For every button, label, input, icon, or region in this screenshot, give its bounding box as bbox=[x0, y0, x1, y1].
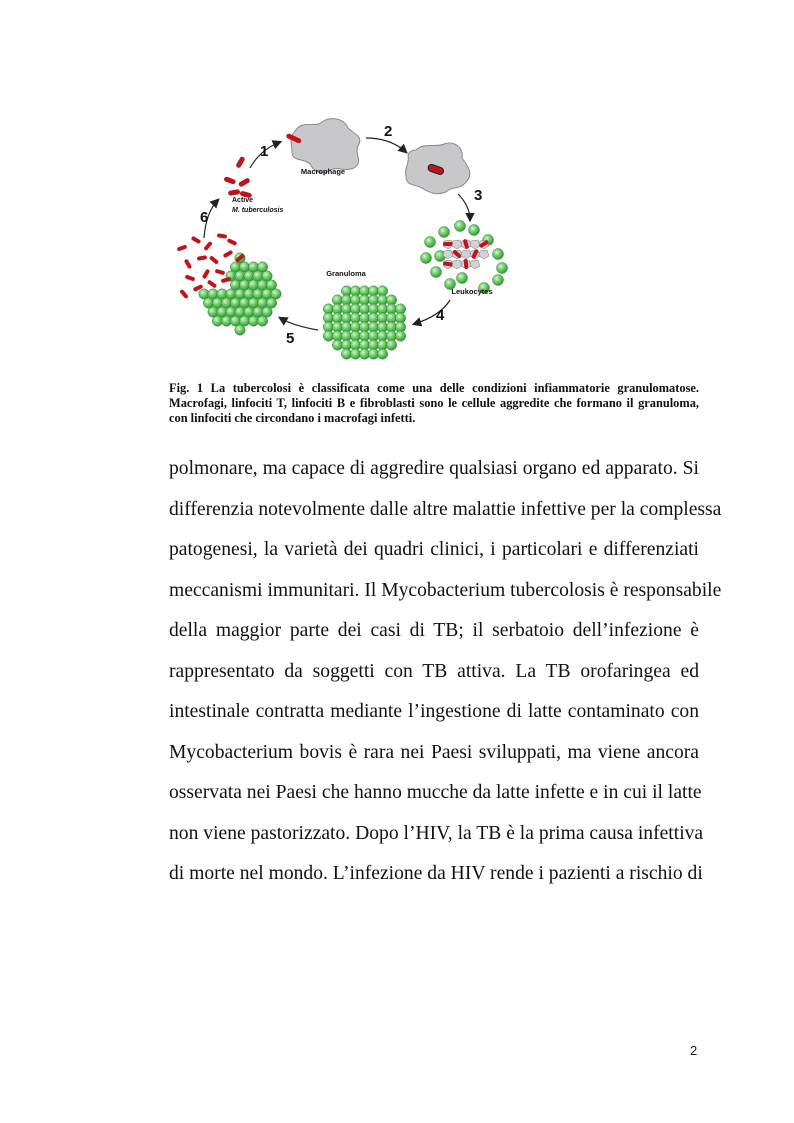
granuloma-label: Granuloma bbox=[326, 269, 366, 278]
green-cell bbox=[386, 340, 396, 350]
active-label: Active bbox=[232, 197, 254, 204]
bacterium bbox=[197, 255, 208, 261]
active-bacteria-cluster bbox=[223, 156, 252, 199]
green-cell bbox=[421, 253, 432, 264]
body-line: intestinale contratta mediante l’ingestione di latte contaminato con bbox=[169, 701, 699, 722]
infected-cell bbox=[479, 250, 489, 259]
green-cell bbox=[425, 237, 436, 248]
figure-caption: Fig. 1 La tubercolosi è classificata come una delle condizioni infiammatorie granulomatose. Macrofagi, linfociti T, linfociti B e fibroblasti sono le cellule aggredite che formano il granuloma, con linfociti che circondano i macrofagi infetti. bbox=[169, 381, 699, 425]
bacterium bbox=[207, 279, 217, 288]
bacterium bbox=[191, 236, 202, 244]
step-number-5: 5 bbox=[286, 330, 295, 347]
bacterium bbox=[203, 241, 212, 251]
macrophage-label: Macrophage bbox=[300, 167, 346, 176]
bacterium bbox=[227, 238, 238, 246]
step-number-6: 6 bbox=[200, 209, 209, 226]
arrow-step5 bbox=[280, 318, 318, 330]
green-cell bbox=[469, 225, 480, 236]
body-line: della maggior parte dei casi di TB; il serbatoio dell’infezione è bbox=[169, 620, 699, 641]
bacterium bbox=[217, 233, 228, 239]
infected-cell bbox=[452, 240, 462, 249]
green-cell bbox=[455, 221, 466, 232]
step-number-1: 1 bbox=[260, 143, 269, 160]
green-cell bbox=[235, 325, 245, 335]
arrow-step4 bbox=[414, 300, 450, 324]
tb-lifecycle-figure bbox=[168, 108, 538, 370]
leukocytes-cluster bbox=[421, 221, 508, 294]
body-text bbox=[169, 455, 722, 901]
bacterium bbox=[443, 242, 453, 246]
body-line: non viene pastorizzato. Dopo l’HIV, la TB è la prima causa infettiva bbox=[169, 822, 704, 844]
green-cell bbox=[377, 349, 387, 359]
infected-cell bbox=[470, 240, 480, 249]
green-cell bbox=[431, 267, 442, 278]
step-number-3: 3 bbox=[474, 187, 483, 204]
body-line: osservata nei Paesi che hanno mucche da latte infette e in cui il latte bbox=[169, 782, 702, 803]
infected-cell bbox=[452, 260, 462, 269]
arrow-step3 bbox=[458, 194, 470, 220]
bacterium bbox=[184, 259, 192, 270]
infected-cell bbox=[461, 250, 471, 259]
bacterium bbox=[177, 244, 188, 251]
body-line: differenzia notevolmente dalle altre malattie infettive per la complessa bbox=[169, 498, 722, 520]
green-cell bbox=[257, 316, 267, 326]
body-line: polmonare, ma capace di aggredire qualsiasi organo ed apparato. Si bbox=[169, 458, 699, 479]
body-line: meccanismi immunitari. Il Mycobacterium tubercolosis è responsabile bbox=[169, 579, 722, 601]
bacterium bbox=[215, 269, 226, 275]
green-cell bbox=[439, 227, 450, 238]
step-number-2: 2 bbox=[384, 123, 393, 140]
bacterium bbox=[202, 269, 210, 280]
step-number-4: 4 bbox=[436, 307, 445, 324]
green-cell bbox=[497, 263, 508, 274]
body-line: rappresentato da soggetti con TB attiva. La TB orofaringea ed bbox=[169, 660, 699, 682]
bacterium bbox=[209, 255, 219, 264]
green-cell bbox=[395, 331, 405, 341]
green-cell bbox=[457, 273, 468, 284]
arrow-step2 bbox=[366, 138, 406, 152]
body-line: patogenesi, la varietà dei quadri clinici, i particolari e differenziati bbox=[169, 539, 699, 560]
m-tuberculosis-label: M. tuberculosis bbox=[232, 207, 284, 214]
bacterium bbox=[223, 250, 234, 258]
infected-cell bbox=[470, 260, 480, 269]
body-line: di morte nel mondo. L’infezione da HIV rende i pazienti a rischio di bbox=[169, 863, 703, 884]
leukocytes-label: Leukocytes bbox=[451, 287, 493, 296]
tb-lifecycle-diagram bbox=[168, 108, 538, 370]
bacterium bbox=[185, 274, 196, 281]
bacterium bbox=[179, 289, 188, 299]
granuloma-cluster bbox=[323, 286, 405, 359]
green-cell bbox=[493, 249, 504, 260]
bursting-granuloma-cluster bbox=[177, 233, 282, 335]
macrophage-shape bbox=[291, 119, 360, 173]
body-line: Mycobacterium bovis è rara nei Paesi sviluppati, ma viene ancora bbox=[169, 741, 699, 763]
green-cell bbox=[493, 275, 504, 286]
page-number: 2 bbox=[690, 1043, 698, 1058]
